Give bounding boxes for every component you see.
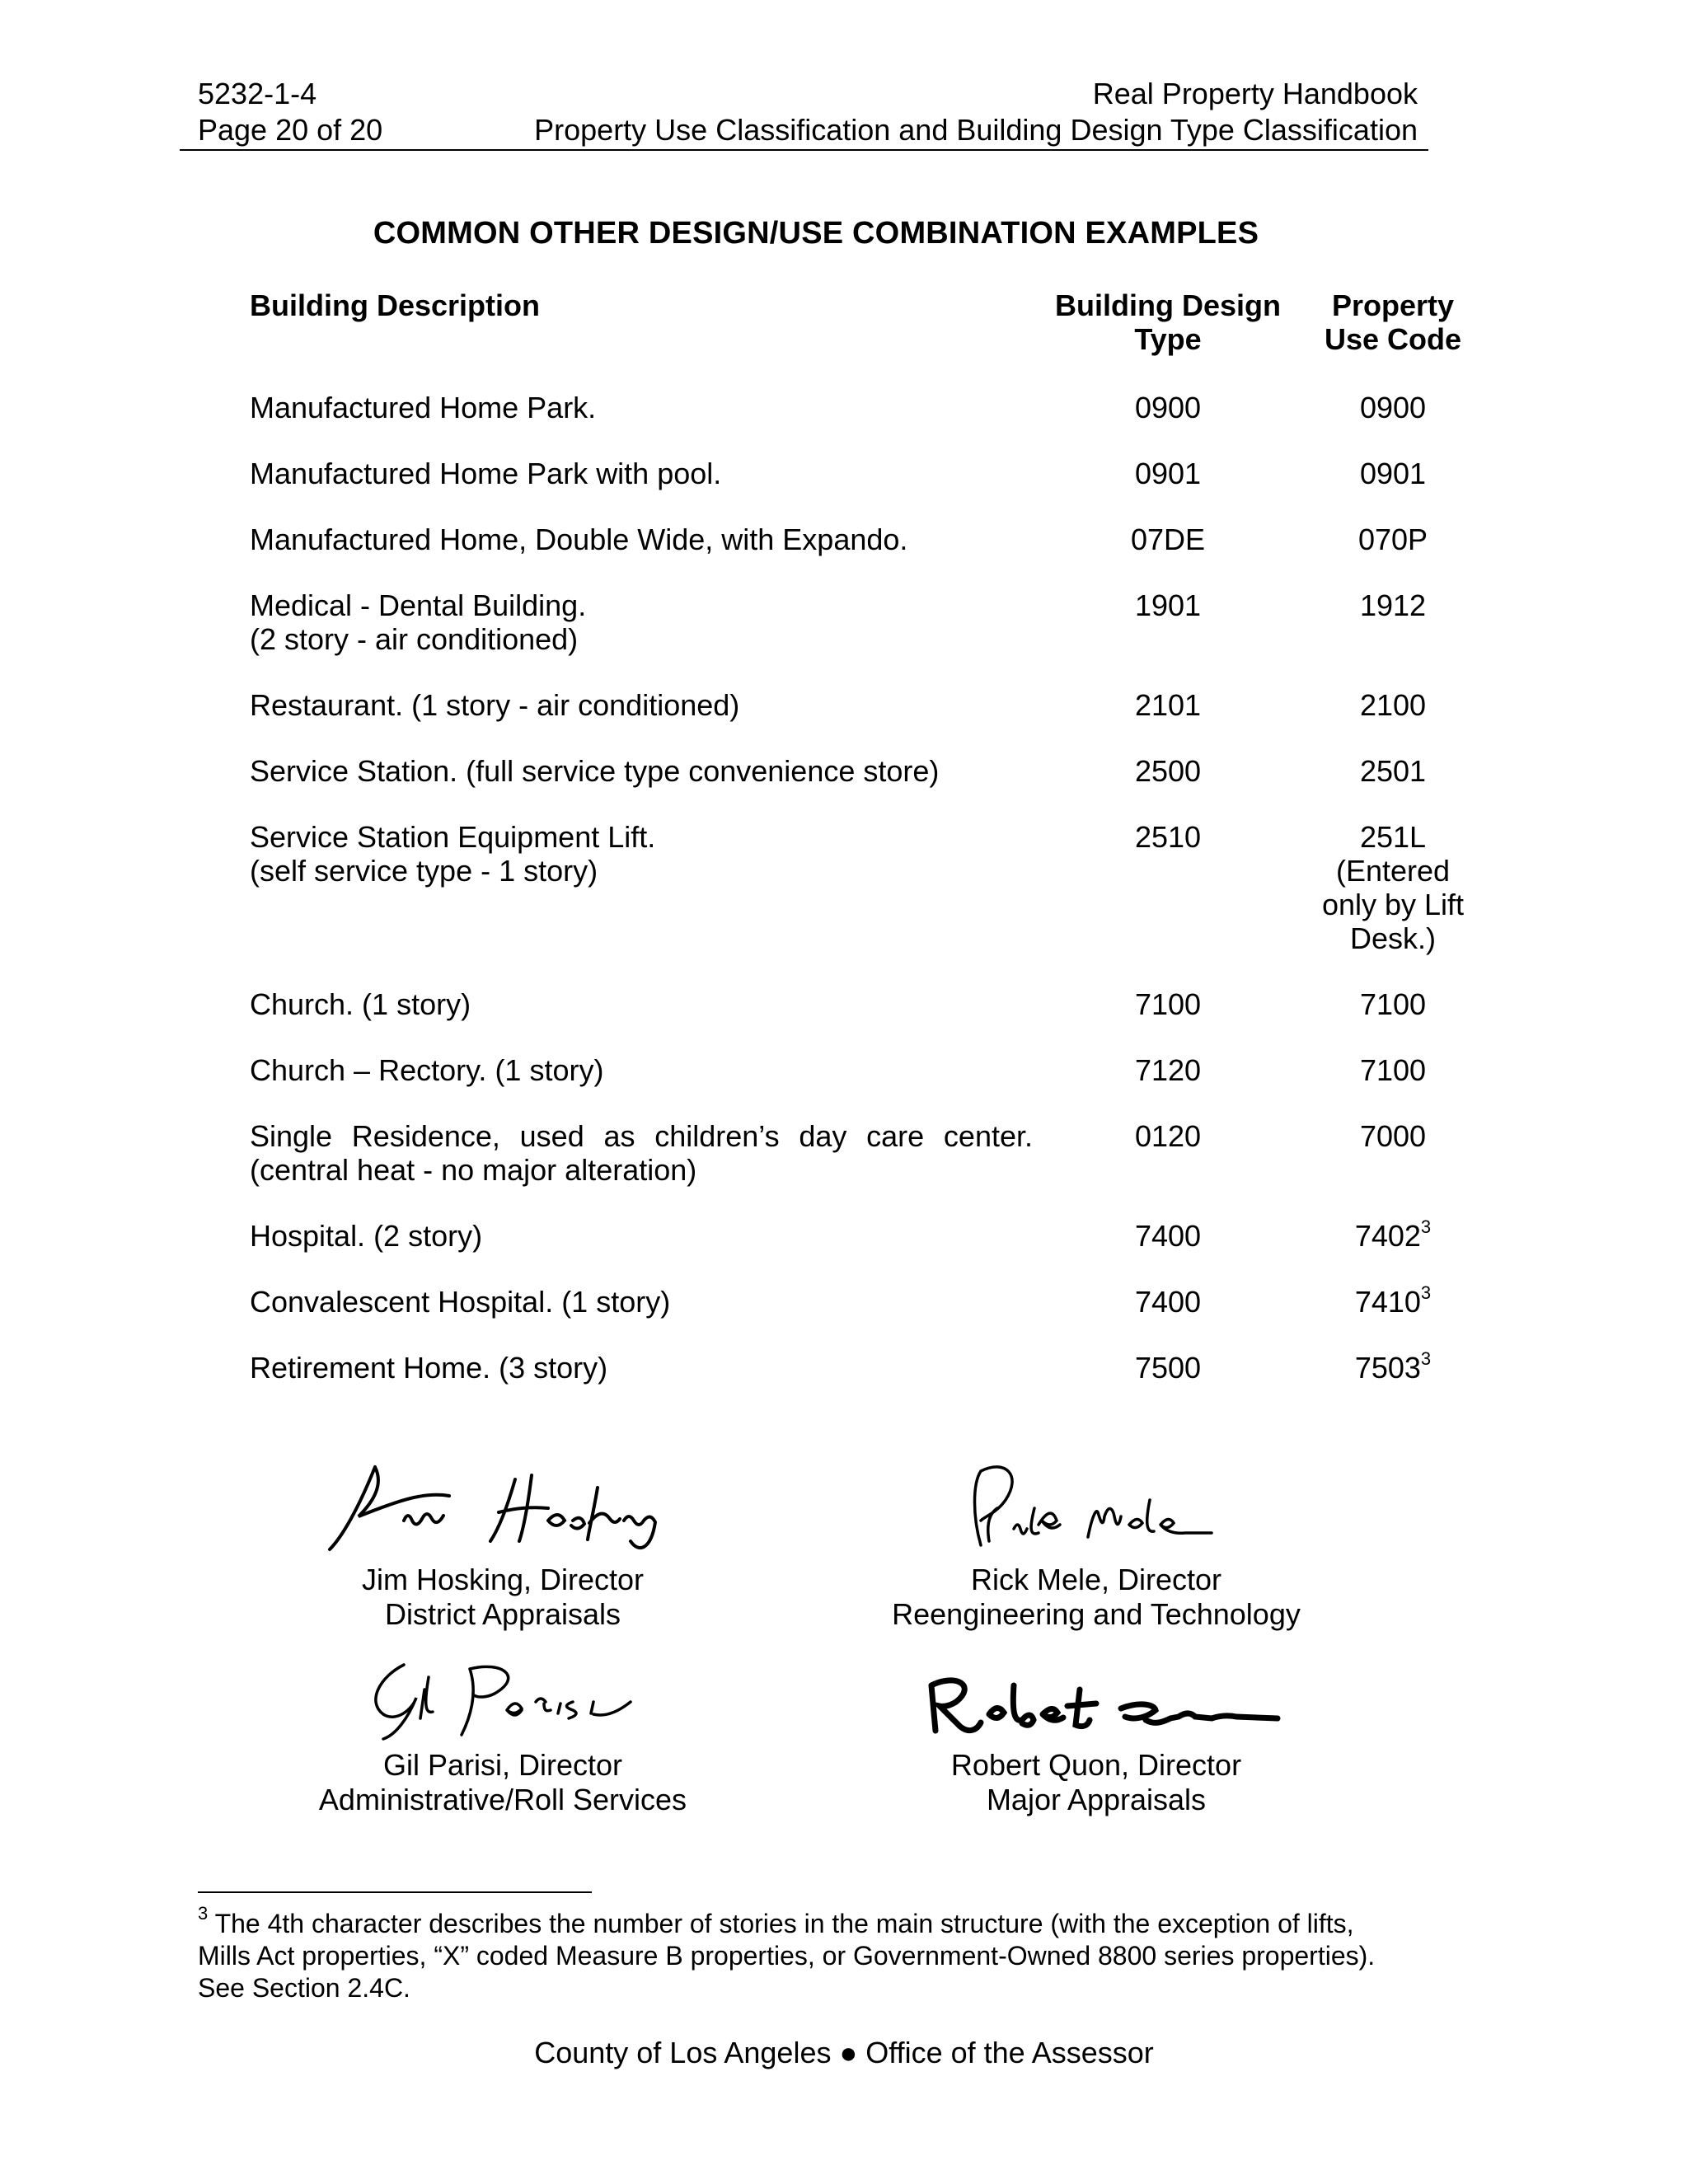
row-property-use-code-value: 251L [1359,820,1427,854]
footnote-line-3: See Section 2.4C. [198,1973,410,2003]
page-footer [0,2036,1688,2070]
row-property-use-code [1311,523,1475,556]
row-property-use-code-note: only by Lift [1321,888,1465,921]
row-building-design-type: 7100 [1134,987,1202,1021]
signer-name-title: Robert Quon, Director [950,1748,1242,1782]
row-property-use-code-value: 7402 [1354,1219,1421,1253]
row-description-line1: Service Station. (full service type convenience store) [250,754,940,788]
row-property-use-code [1311,688,1475,722]
row-building-design-type: 07DE [1130,523,1206,556]
row-property-use-code [1311,754,1475,788]
row-property-use-code-note: (Entered [1335,854,1451,888]
row-description-line1: Church. (1 story) [250,987,471,1021]
row-description-line1: Convalescent Hospital. (1 story) [250,1285,671,1319]
footer-office: Office of the Assessor [865,2036,1154,2069]
signer-division: Major Appraisals [986,1783,1207,1816]
signer-name-title: Jim Hosking, Director [361,1563,645,1596]
signer-division: District Appraisals [384,1597,621,1631]
row-property-use-code-value: 7410 [1354,1285,1421,1319]
header-puc-line1: Property [1331,288,1455,322]
row-description [250,1351,1033,1385]
row-description-line1: Manufactured Home, Double Wide, with Expando. [250,523,908,556]
row-description-line1: Service Station Equipment Lift. [250,820,656,854]
row-description-line1: Single Residence, used as children’s day care center. [250,1119,1033,1153]
row-property-use-code-value: 0901 [1359,457,1427,490]
row-property-use-code [1311,391,1475,424]
row-description-line1: Retirement Home. (3 story) [250,1351,608,1385]
row-building-design-type: 1901 [1134,588,1202,622]
row-property-use-code [1311,1119,1475,1153]
header-rule [180,149,1428,151]
footnote-marker: 3 [198,1903,209,1924]
footnote [198,1903,1434,2004]
signature-robert-quon [898,1652,1294,1743]
row-property-use-code [1311,1282,1475,1319]
row-description-line1: Hospital. (2 story) [250,1219,483,1253]
signer-division: Administrative/Roll Services [318,1783,687,1816]
row-building-design-type: 0901 [1134,457,1202,490]
row-property-use-code-value: 7000 [1359,1119,1427,1153]
row-property-use-code-note: Desk.) [1349,921,1436,955]
handbook-title: Real Property Handbook [1092,77,1418,110]
footnote-line-2: Mills Act properties, “X” coded Measure B properties, or Government-Owned 8800 series properties). [198,1941,1376,1971]
row-description [250,820,1033,888]
row-property-use-code [1311,1348,1475,1385]
row-building-design-type: 7400 [1134,1219,1202,1253]
signature-block-hosking [272,1451,734,1632]
row-description [250,588,1033,656]
signer-name-title: Rick Mele, Director [970,1563,1222,1596]
row-property-use-code [1311,820,1475,955]
header-building-design-type [1040,288,1296,356]
row-property-use-code-value: 0900 [1359,391,1427,424]
row-description-line1: Manufactured Home Park. [250,391,597,424]
footnote-reference: 3 [1420,1216,1432,1237]
row-property-use-code [1311,987,1475,1021]
footnote-rule [198,1891,592,1893]
footnote-reference: 3 [1420,1348,1432,1369]
row-description [250,1119,1033,1187]
signer-division: Reengineering and Technology [892,1597,1301,1631]
row-description [250,754,1033,788]
header-property-use-code [1311,288,1475,356]
row-description [250,987,1033,1021]
signature-block-mele [882,1451,1311,1632]
row-property-use-code-value: 7100 [1359,1053,1427,1087]
row-property-use-code [1311,1216,1475,1253]
row-description [250,457,1033,490]
row-building-design-type: 2500 [1134,754,1202,788]
row-description-line1: Restaurant. (1 story - air conditioned) [250,688,740,722]
row-description-line1: Manufactured Home Park with pool. [250,457,722,490]
signature-rick-mele [948,1451,1245,1558]
page-title: COMMON OTHER DESIGN/USE COMBINATION EXAMPLES [373,216,1259,251]
row-description [250,1053,1033,1087]
row-description [250,1285,1033,1319]
footnote-reference: 3 [1420,1282,1432,1303]
row-description-line1: Medical - Dental Building. [250,588,587,622]
header-bdt-line1: Building Design [1055,288,1281,322]
row-building-design-type: 7500 [1134,1351,1202,1385]
footer-county: County of Los Angeles [534,2036,832,2069]
header-bdt-line2: Type [1134,322,1202,356]
footer-bullet: ● [839,2036,858,2069]
row-description-line2: (central heat - no major alteration) [250,1153,697,1187]
row-description [250,688,1033,722]
header-puc-line2: Use Code [1324,322,1462,356]
row-property-use-code [1311,588,1475,622]
page-header [198,76,1418,148]
signer-name-title: Gil Parisi, Director [382,1748,623,1782]
row-property-use-code-value: 2501 [1359,754,1427,788]
row-property-use-code-value: 2100 [1359,688,1427,722]
row-property-use-code-value: 7100 [1359,987,1427,1021]
row-description [250,391,1033,424]
doc-number: 5232-1-4 [198,77,317,110]
row-building-design-type: 7400 [1134,1285,1202,1319]
row-description-line2: (self service type - 1 story) [250,854,598,888]
row-building-design-type: 7120 [1134,1053,1202,1087]
row-property-use-code-value: 1912 [1359,588,1427,622]
row-property-use-code-value: 070P [1357,523,1428,556]
footnote-line-1: The 4th character describes the number of stories in the main structure (with the exception of lifts, [214,1909,1354,1938]
row-description-line1: Church – Rectory. (1 story) [250,1053,604,1087]
row-description-line2: (2 story - air conditioned) [250,622,579,656]
row-property-use-code [1311,457,1475,490]
row-building-design-type: 0900 [1134,391,1202,424]
row-property-use-code-value: 7503 [1354,1351,1421,1385]
row-building-design-type: 2101 [1134,688,1202,722]
row-building-design-type: 0120 [1134,1119,1202,1153]
row-description [250,1219,1033,1253]
header-building-description: Building Description [250,288,541,322]
signature-gil-parisi [346,1652,659,1743]
section-title: Property Use Classification and Building Design Type Classification [534,113,1418,147]
signature-block-parisi [272,1652,734,1817]
row-description [250,523,1033,556]
signature-jim-hosking [326,1451,680,1558]
page-number: Page 20 of 20 [198,113,383,147]
row-building-design-type: 2510 [1134,820,1202,854]
signature-block-quon [882,1652,1311,1817]
row-property-use-code [1311,1053,1475,1087]
